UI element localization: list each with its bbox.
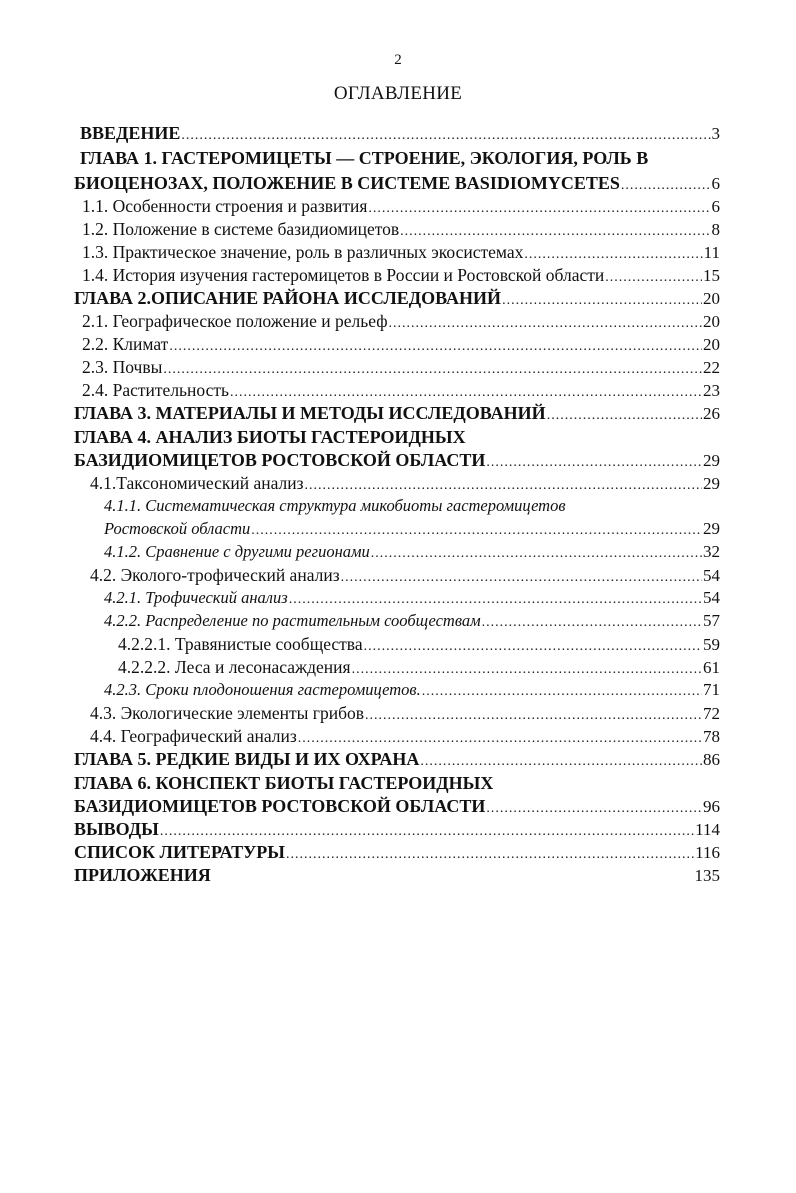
- entry-page: 135: [694, 866, 720, 885]
- entry-label: 1.2. Положение в системе базидиомицетов: [82, 219, 400, 239]
- entry-page: 20: [703, 312, 720, 331]
- entry-page: 57: [703, 611, 720, 630]
- entry-label: 2.2. Климат: [82, 334, 169, 354]
- entry-label: ГЛАВА 2.ОПИСАНИЕ РАЙОНА ИССЛЕДОВАНИЙ: [74, 288, 502, 308]
- entry-page: 96: [703, 797, 720, 816]
- entry-page: 59: [703, 635, 720, 654]
- entry-label: ВВЕДЕНИЕ: [80, 123, 181, 143]
- entry-label: 1.3. Практическое значение, роль в различных экосистемах: [82, 242, 524, 262]
- dot-leader: [486, 452, 702, 474]
- entry-page: 6: [711, 197, 720, 216]
- entry-label: 4.2.2.2. Леса и лесонасаждения: [118, 657, 351, 677]
- entry-page: 11: [703, 243, 720, 262]
- entry-label-cont: БИОЦЕНОЗАХ, ПОЛОЖЕНИЕ В СИСТЕМЕ BASIDIOMYCETES: [74, 173, 620, 193]
- dot-leader: [524, 244, 702, 266]
- entry-label: 1.1. Особенности строения и развития: [82, 196, 368, 216]
- entry-label: 2.1. Географическое положение и рельеф: [82, 311, 388, 331]
- dot-leader: [230, 382, 702, 404]
- entry-page: 3: [711, 124, 720, 143]
- entry-page: 20: [703, 335, 720, 354]
- entry-page: 22: [703, 358, 720, 377]
- dot-leader: [364, 636, 702, 658]
- entry-label: 4.2.2. Распределение по растительным сообществам: [104, 611, 481, 630]
- entry-page: 32: [703, 542, 720, 561]
- entry-label: 4.2. Эколого-трофический анализ: [90, 565, 340, 585]
- dot-leader: [163, 359, 702, 381]
- dot-leader: [298, 728, 702, 750]
- dot-leader: [605, 267, 702, 289]
- entry-label-cont: БАЗИДИОМИЦЕТОВ РОСТОВСКОЙ ОБЛАСТИ: [74, 796, 486, 816]
- dot-leader: [305, 475, 702, 497]
- dot-leader: [286, 844, 694, 866]
- dot-leader: [169, 336, 702, 358]
- entry-page: 29: [703, 451, 720, 470]
- entry-label: 4.1.2. Сравнение с другими регионами: [104, 542, 370, 561]
- dot-leader: [547, 405, 702, 427]
- dot-leader: [365, 705, 702, 727]
- dot-leader: [400, 221, 710, 243]
- dot-leader: [502, 290, 702, 312]
- entry-page: 29: [703, 519, 720, 538]
- entry-label: ГЛАВА 5. РЕДКИЕ ВИДЫ И ИХ ОХРАНА: [74, 749, 420, 769]
- entry-label: ГЛАВА 4. АНАЛИЗ БИОТЫ ГАСТЕРОИДНЫХ: [74, 427, 466, 447]
- entry-label: ГЛАВА 3. МАТЕРИАЛЫ И МЕТОДЫ ИССЛЕДОВАНИЙ: [74, 403, 546, 423]
- entry-label: СПИСОК ЛИТЕРАТУРЫ: [74, 842, 285, 862]
- entry-label: 1.4. История изучения гастеромицетов в России и Ростовской области: [82, 265, 605, 285]
- dot-leader: [621, 175, 711, 197]
- entry-label: 2.4. Растительность: [82, 380, 229, 400]
- entry-page: 6: [711, 174, 720, 193]
- entry-label: 2.3. Почвы: [82, 357, 163, 377]
- dot-leader: [341, 567, 702, 589]
- entry-page: 72: [703, 704, 720, 723]
- dot-leader: [289, 589, 702, 611]
- entry-page: 29: [703, 474, 720, 493]
- entry-label: 4.1.Таксономический анализ: [90, 473, 304, 493]
- dot-leader: [352, 659, 702, 681]
- entry-label: 4.2.2.1. Травянистые сообщества: [118, 634, 363, 654]
- entry-page: 116: [695, 843, 720, 862]
- entry-label: ГЛАВА 1. ГАСТЕРОМИЦЕТЫ — СТРОЕНИЕ, ЭКОЛОГИЯ, РОЛЬ В: [80, 148, 649, 168]
- entry-page: 8: [711, 220, 720, 239]
- entry-page: 26: [703, 404, 720, 423]
- entry-label: ПРИЛОЖЕНИЯ: [74, 865, 211, 885]
- entry-page: 54: [703, 566, 720, 585]
- entry-page: 20: [703, 289, 720, 308]
- dot-leader: [389, 313, 702, 335]
- dot-leader: [371, 543, 702, 565]
- entry-page: 15: [703, 266, 720, 285]
- entry-page: 78: [703, 727, 720, 746]
- entry-label: ГЛАВА 6. КОНСПЕКТ БИОТЫ ГАСТЕРОИДНЫХ: [74, 773, 494, 793]
- entry-label: ВЫВОДЫ: [74, 819, 159, 839]
- entry-label: 4.4. Географический анализ: [90, 726, 297, 746]
- dot-leader: [181, 125, 710, 147]
- dot-leader: [368, 198, 710, 220]
- entry-page: 61: [703, 658, 720, 677]
- dot-leader: [482, 612, 702, 634]
- entry-label-cont: БАЗИДИОМИЦЕТОВ РОСТОВСКОЙ ОБЛАСТИ: [74, 450, 486, 470]
- dot-leader: [251, 520, 702, 542]
- entry-label: 4.2.1. Трофический анализ: [104, 588, 288, 607]
- entry-page: 54: [703, 588, 720, 607]
- dot-leader: [160, 821, 694, 843]
- entry-page: 23: [703, 381, 720, 400]
- entry-label: 4.1.1. Систематическая структура микобиоты гастеромицетов: [104, 496, 566, 515]
- toc-title: ОГЛАВЛЕНИЕ: [333, 83, 463, 104]
- dot-leader: [420, 751, 702, 773]
- dot-leader: [422, 681, 702, 703]
- entry-label: 4.3. Экологические элементы грибов: [90, 703, 365, 723]
- page-number: 2: [394, 52, 402, 68]
- dot-leader: [486, 798, 702, 820]
- entry-label-cont: Ростовской области: [104, 519, 251, 538]
- entry-label: 4.2.3. Сроки плодоношения гастеромицетов.: [104, 680, 421, 699]
- entry-page: 114: [695, 820, 720, 839]
- entry-page: 86: [703, 750, 720, 769]
- entry-page: 71: [703, 680, 720, 699]
